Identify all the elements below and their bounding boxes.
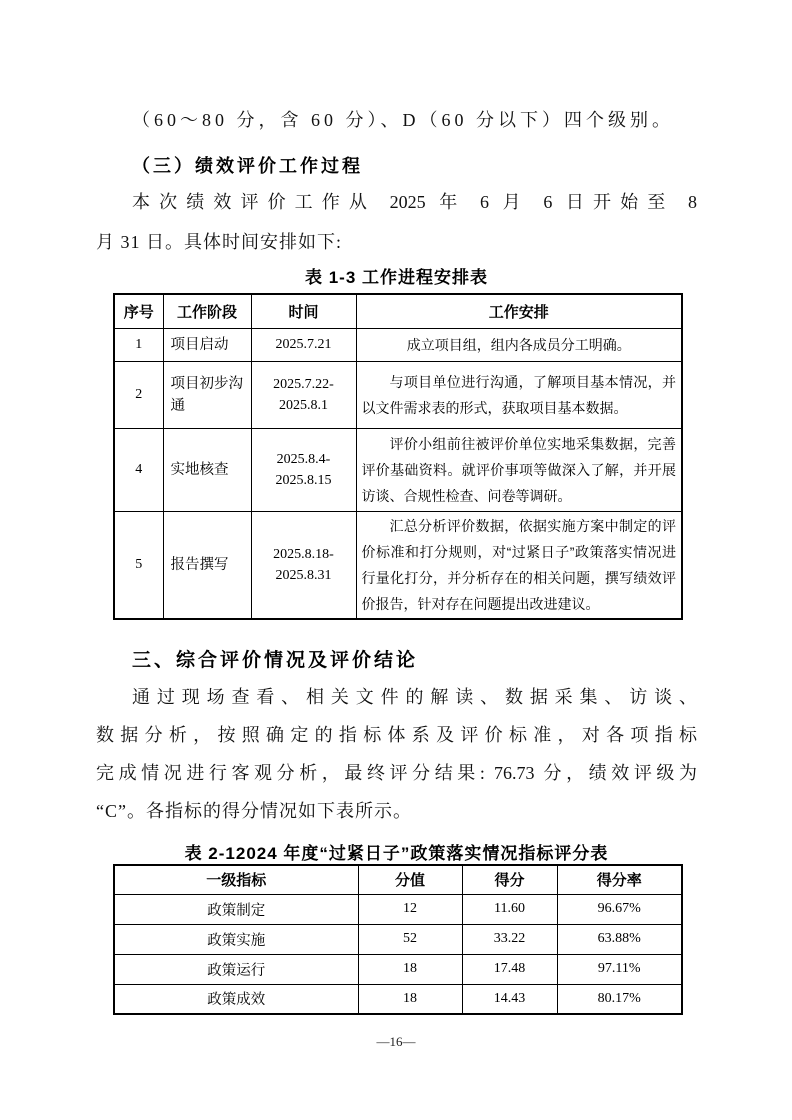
cell-points: 18 <box>358 984 462 1014</box>
table-row <box>114 328 682 361</box>
subsection-heading: （三）绩效评价工作过程 <box>132 156 363 176</box>
cell-stage: 报告撰写 <box>163 511 251 619</box>
cell-no: 4 <box>114 428 163 511</box>
cell-points: 12 <box>358 894 462 924</box>
table2-title: 表 2-12024 年度“过紧日子”政策落实情况指标评分表 <box>184 844 609 863</box>
table-row <box>114 984 682 1014</box>
cell-indicator: 政策运行 <box>114 954 358 984</box>
body-text-line: 通过现场查看、相关文件的解读、数据采集、访谈、 <box>132 687 697 707</box>
header-cell-no: 序号 <box>114 294 163 328</box>
cell-arrangement: 与项目单位进行沟通，了解项目基本情况，并以文件需求表的形式，获取项目基本数据。 <box>356 361 682 428</box>
cell-score: 33.22 <box>462 924 557 954</box>
cell-time: 2025.8.4-2025.8.15 <box>251 428 356 511</box>
cell-time: 2025.8.18-2025.8.31 <box>251 511 356 619</box>
cell-score: 11.60 <box>462 894 557 924</box>
cell-stage: 项目初步沟通 <box>163 361 251 428</box>
cell-time: 2025.7.21 <box>251 328 356 361</box>
header-cell-score: 得分 <box>462 865 557 894</box>
cell-rate: 96.67% <box>557 894 682 924</box>
cell-no: 2 <box>114 361 163 428</box>
cell-points: 52 <box>358 924 462 954</box>
section-heading: 三、综合评价情况及评价结论 <box>132 650 419 671</box>
cell-indicator: 政策实施 <box>114 924 358 954</box>
table1-title: 表 1-3 工作进程安排表 <box>304 268 489 287</box>
work-progress-table <box>113 293 683 620</box>
table-row <box>114 361 682 428</box>
cell-stage: 实地核查 <box>163 428 251 511</box>
cell-rate: 80.17% <box>557 984 682 1014</box>
table-header-row <box>114 294 682 328</box>
body-text-line: 本次绩效评价工作从 2025 年 6 月 6 日开始至 8 <box>132 192 697 212</box>
body-text-line: （60～80 分，含 60 分）、D（60 分以下）四个级别。 <box>132 110 674 130</box>
header-cell-stage: 工作阶段 <box>163 294 251 328</box>
cell-no: 5 <box>114 511 163 619</box>
table-row <box>114 428 682 511</box>
cell-rate: 97.11% <box>557 954 682 984</box>
body-text-line: 完成情况进行客观分析，最终评分结果: 76.73 分，绩效评级为 <box>96 763 697 783</box>
table-header-row <box>114 865 682 894</box>
body-text-line: 数据分析，按照确定的指标体系及评价标准，对各项指标 <box>96 725 697 745</box>
body-text-line: 月 31 日。具体时间安排如下: <box>96 232 342 252</box>
cell-arrangement: 成立项目组，组内各成员分工明确。 <box>356 328 682 361</box>
cell-no: 1 <box>114 328 163 361</box>
header-cell-points: 分值 <box>358 865 462 894</box>
cell-arrangement: 汇总分析评价数据，依据实施方案中制定的评价标准和打分规则，对“过紧日子”政策落实情况进行量化打分，并分析存在的相关问题，撰写绩效评价报告，针对存在问题提出改进建议。 <box>356 511 682 619</box>
cell-score: 17.48 <box>462 954 557 984</box>
cell-arrangement: 评价小组前往被评价单位实地采集数据，完善评价基础资料。就评价事项等做深入了解，并开展访谈、合规性检查、问卷等调研。 <box>356 428 682 511</box>
table-row <box>114 924 682 954</box>
cell-score: 14.43 <box>462 984 557 1014</box>
cell-indicator: 政策成效 <box>114 984 358 1014</box>
cell-rate: 63.88% <box>557 924 682 954</box>
header-cell-rate: 得分率 <box>557 865 682 894</box>
header-cell-arrangement: 工作安排 <box>356 294 682 328</box>
cell-points: 18 <box>358 954 462 984</box>
cell-stage: 项目启动 <box>163 328 251 361</box>
cell-indicator: 政策制定 <box>114 894 358 924</box>
table-row <box>114 954 682 984</box>
header-cell-indicator: 一级指标 <box>114 865 358 894</box>
indicator-score-table <box>113 864 683 1015</box>
header-cell-time: 时间 <box>251 294 356 328</box>
page-number: —16— <box>376 1034 416 1049</box>
body-text-line: “C”。各指标的得分情况如下表所示。 <box>96 801 412 821</box>
table-row <box>114 894 682 924</box>
cell-time: 2025.7.22-2025.8.1 <box>251 361 356 428</box>
table-row <box>114 511 682 619</box>
